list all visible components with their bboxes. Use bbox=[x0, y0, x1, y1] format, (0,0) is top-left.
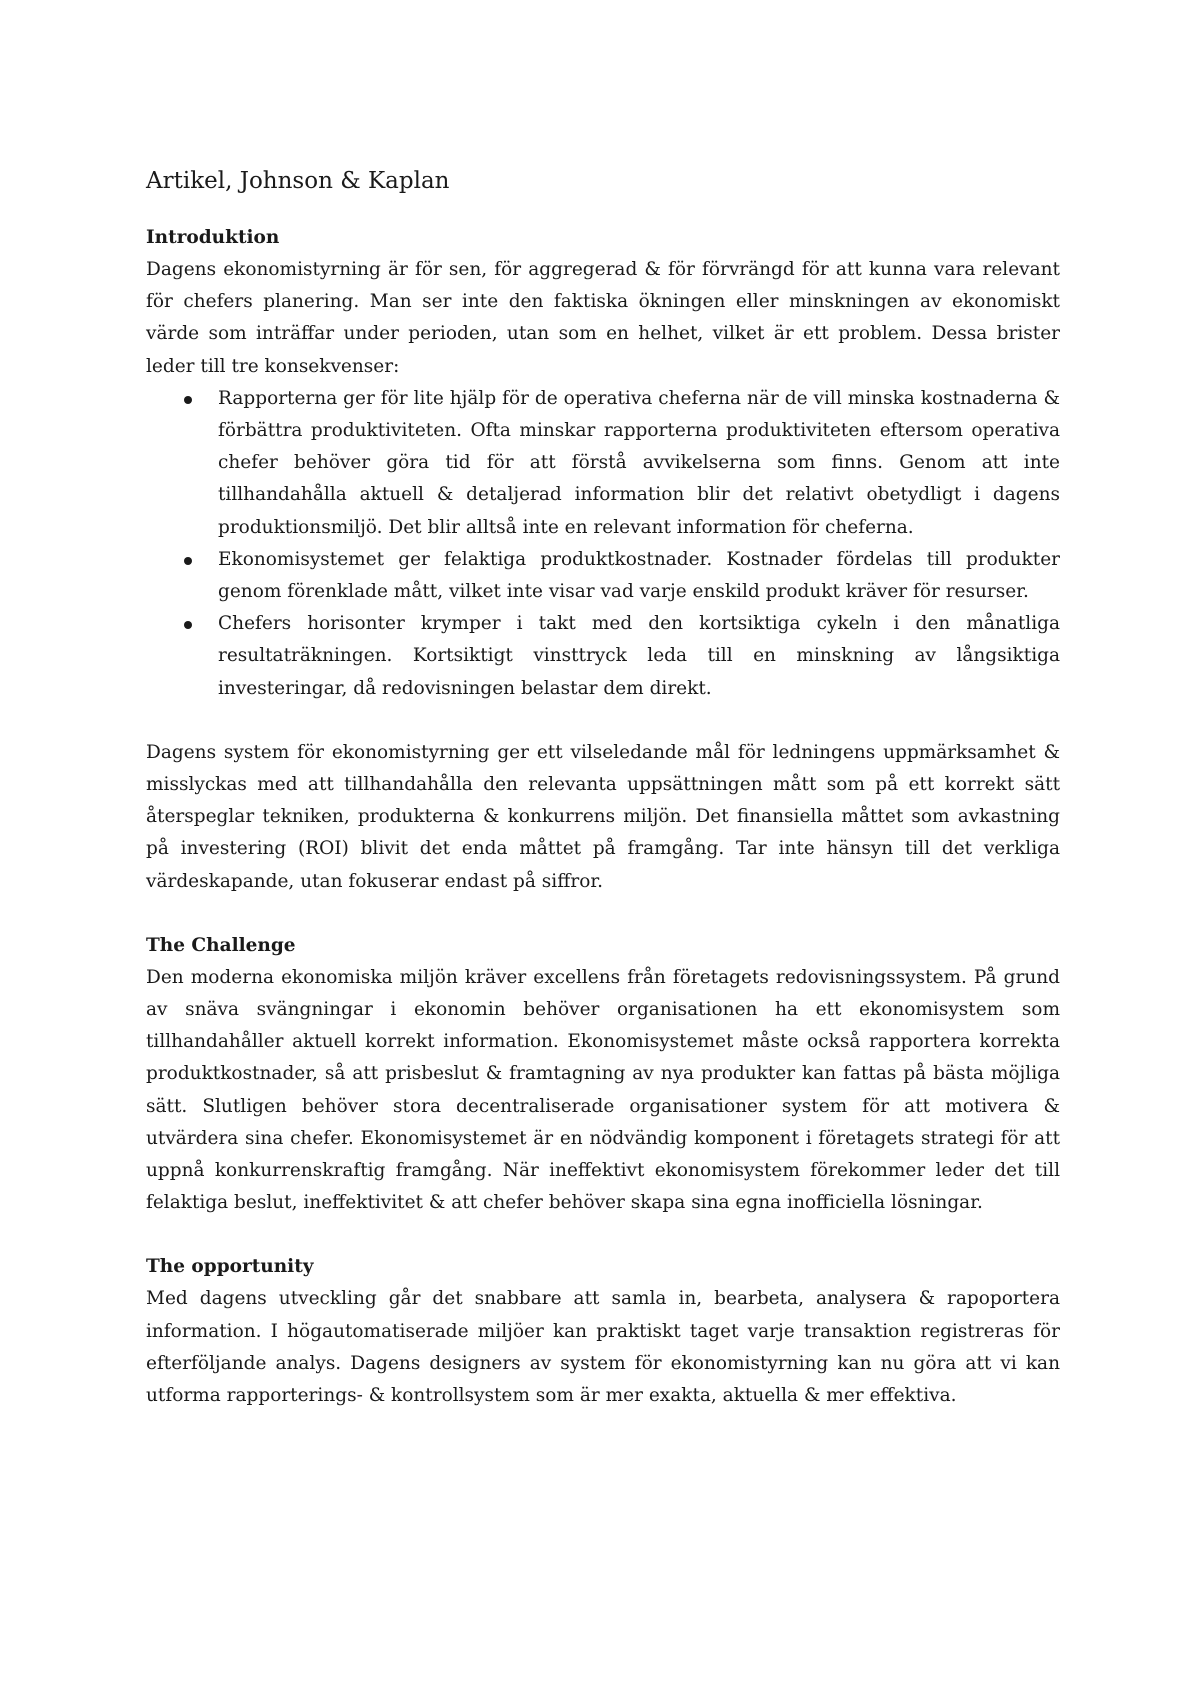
bullet-icon bbox=[184, 396, 192, 404]
bullet-icon bbox=[184, 621, 192, 629]
section-the-challenge bbox=[146, 930, 1060, 1220]
document-page bbox=[146, 166, 1060, 1412]
list-item-text: Ekonomisystemet ger felaktiga produktkostnader. Kostnader fördelas till produkter genom förenklade mått, vilket inte visar vad varje enskild produkt kräver för resurser. bbox=[218, 548, 1060, 603]
consequence-list bbox=[146, 383, 1060, 705]
section-heading: Introduktion bbox=[146, 227, 280, 248]
list-item bbox=[146, 608, 1060, 705]
body-paragraph: Med dagens utveckling går det snabbare att samla in, bearbeta, analysera & rapoportera information. I högautomatiserade miljöer kan praktiskt taget varje transaktion registreras för efterföljande analys. Dagens designers av system för ekonomistyrning kan nu göra att vi kan utforma rapporterings- & kontrollsystem som är mer exakta, aktuella & mer effektiva. bbox=[146, 1288, 1060, 1407]
intro-paragraph: Dagens ekonomistyrning är för sen, för aggregerad & för förvrängd för att kunna vara relevant för chefers planering. Man ser inte den faktiska ökningen eller minskningen av ekonomiskt värde som inträffar under perioden, utan som en helhet, vilket är ett problem. Dessa brister leder till tre konsekvenser: bbox=[146, 259, 1060, 377]
list-item bbox=[146, 383, 1060, 544]
body-paragraph: Den moderna ekonomiska miljön kräver excellens från företagets redovisningssystem. På grund av snäva svängningar i ekonomin behöver organisationen ha ett ekonomisystem som tillhandahåller aktuell korrekt information. Ekonomisystemet måste också rapportera korrekta produktkostnader, så att prisbeslut & framtagning av nya produkter kan fattas på bästa möjliga sätt. Slutligen behöver stora decentraliserade organisationer system för att motivera & utvärdera sina chefer. Ekonomisystemet är en nödvändig komponent i företagets strategi för att uppnå konkurrenskraftig framgång. När ineffektivt ekonomisystem förekommer leder det till felaktiga beslut, ineffektivitet & att chefer behöver skapa sina egna inofficiella lösningar. bbox=[146, 966, 1060, 1214]
section-heading: The Challenge bbox=[146, 934, 296, 956]
paragraph-spacer bbox=[146, 705, 1060, 737]
list-item-text: Chefers horisonter krymper i takt med den kortsiktiga cykeln i den månatliga resultaträkningen. Kortsiktigt vinsttryck leda till en minskning av långsiktiga investeringar, då redovisningen belastar dem direkt. bbox=[218, 613, 1060, 699]
section-heading: The opportunity bbox=[146, 1256, 314, 1278]
document-title: Artikel, Johnson & Kaplan bbox=[146, 168, 450, 194]
section-the-opportunity bbox=[146, 1251, 1060, 1412]
section-spacer bbox=[146, 1219, 1060, 1251]
section-spacer bbox=[146, 898, 1060, 930]
closing-paragraph: Dagens system för ekonomistyrning ger ett vilseledande mål för ledningens uppmärksamhet & misslyckas med att tillhandahålla den relevanta uppsättningen mått som på ett korrekt sätt återspeglar tekniken, produkterna & konkurrens miljön. Det finansiella måttet som avkastning på investering (ROI) blivit det enda måttet på framgång. Tar inte hänsyn till det verkliga värdeskapande, utan fokuserar endast på siffror. bbox=[146, 741, 1060, 892]
list-item-text: Rapporterna ger för lite hjälp för de operativa cheferna när de vill minska kostnaderna & förbättra produktiviteten. Ofta minskar rapporterna produktiviteten eftersom operativa chefer behöver göra tid för att förstå avvikelserna som finns. Genom att inte tillhandahålla aktuell & detaljerad information blir det relativt obetydligt i dagens produktionsmiljö. Det blir alltså inte en relevant information för cheferna. bbox=[218, 387, 1060, 538]
bullet-icon bbox=[184, 557, 192, 565]
section-introduktion bbox=[146, 222, 1060, 898]
list-item bbox=[146, 544, 1060, 608]
